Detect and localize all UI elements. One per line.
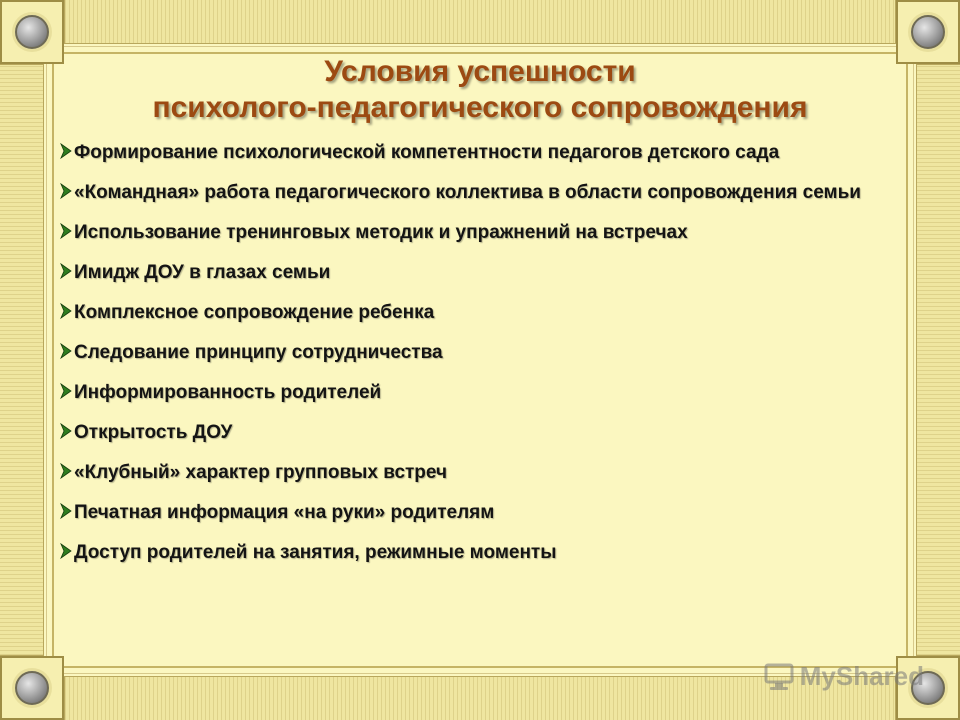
corner-ornament-top-right xyxy=(896,0,960,64)
arrow-bullet-icon xyxy=(60,543,72,559)
arrow-bullet-icon xyxy=(60,143,72,159)
list-item xyxy=(60,220,900,246)
list-item-text: «Клубный» характер групповых встреч xyxy=(74,462,448,483)
list-item-text: Следование принципу сотрудничества xyxy=(74,342,443,363)
list-item-text: Имидж ДОУ в глазах семьи xyxy=(74,262,331,283)
circle-ornament-icon xyxy=(911,15,945,49)
arrow-bullet-icon xyxy=(60,183,72,199)
list-item xyxy=(60,500,900,526)
arrow-bullet-icon xyxy=(60,463,72,479)
list-item-text: Открытость ДОУ xyxy=(74,422,233,443)
list-item xyxy=(60,180,900,206)
arrow-bullet-icon xyxy=(60,343,72,359)
arrow-bullet-icon xyxy=(60,303,72,319)
frame-top-band xyxy=(64,0,896,44)
conditions-list xyxy=(60,140,900,580)
list-item xyxy=(60,300,900,326)
corner-ornament-bottom-left xyxy=(0,656,64,720)
list-item xyxy=(60,460,900,486)
monitor-icon xyxy=(764,662,796,692)
list-item xyxy=(60,380,900,406)
slide-title-line-2: психолого-педагогического сопровождения xyxy=(152,91,808,124)
list-item xyxy=(60,540,900,566)
frame-right-band xyxy=(916,64,960,656)
list-item-text: «Командная» работа педагогического коллектива в области сопровождения семьи xyxy=(74,182,861,203)
list-item-text: Доступ родителей на занятия, режимные моменты xyxy=(74,542,557,563)
circle-ornament-icon xyxy=(15,671,49,705)
list-item xyxy=(60,140,900,166)
list-item-text: Использование тренинговых методик и упражнений на встречах xyxy=(74,222,688,243)
list-item xyxy=(60,340,900,366)
arrow-bullet-icon xyxy=(60,423,72,439)
frame-left-band xyxy=(0,64,44,656)
slide-title-line-1: Условия успешности xyxy=(324,55,636,88)
arrow-bullet-icon xyxy=(60,263,72,279)
list-item-text: Комплексное сопровождение ребенка xyxy=(74,302,435,323)
list-item xyxy=(60,420,900,446)
corner-ornament-top-left xyxy=(0,0,64,64)
list-item xyxy=(60,260,900,286)
arrow-bullet-icon xyxy=(60,383,72,399)
circle-ornament-icon xyxy=(15,15,49,49)
list-item-text: Печатная информация «на руки» родителям xyxy=(74,502,495,523)
list-item-text: Информированность родителей xyxy=(74,382,382,403)
arrow-bullet-icon xyxy=(60,223,72,239)
slide-title xyxy=(60,54,900,126)
watermark xyxy=(764,661,924,692)
list-item-text: Формирование психологической компетентности педагогов детского сада xyxy=(74,142,780,163)
arrow-bullet-icon xyxy=(60,503,72,519)
watermark-text: MyShared xyxy=(799,661,924,691)
